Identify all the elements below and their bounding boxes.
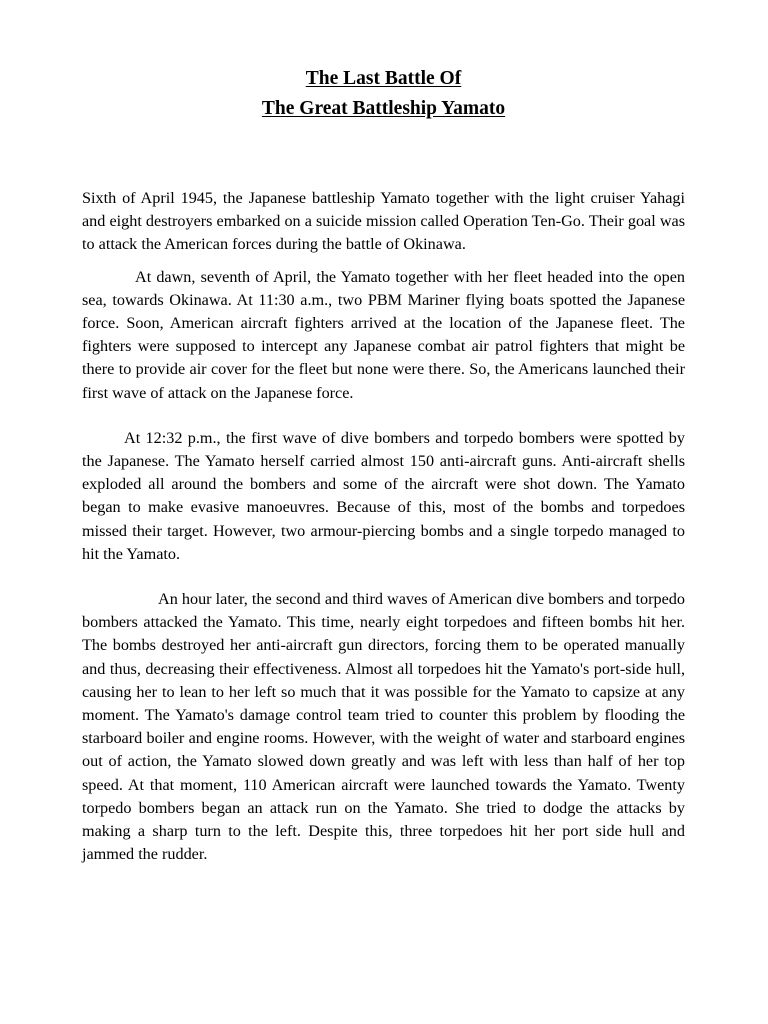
document-page: [82, 64, 685, 866]
paragraph-1: Sixth of April 1945, the Japanese battleship Yamato together with the light cruiser Yahagi and eight destroyers embarked on a suicide mission called Operation Ten-Go. Their goal was to attack the American forces during the battle of Okinawa.: [82, 189, 685, 254]
paragraph-3: At 12:32 p.m., the first wave of dive bombers and torpedo bombers were spotted by the Japanese. The Yamato herself carried almost 150 anti-aircraft guns. Anti-aircraft shells exploded all around the bombers and some of the aircraft were shot down. The Yamato began to make evasive manoeuvres. Because of this, most of the bombs and torpedoes missed their target. However, two armour-piercing bombs and a single torpedo managed to hit the Yamato.: [82, 428, 685, 563]
document-title: [82, 64, 685, 124]
paragraph-2: At dawn, seventh of April, the Yamato together with her fleet headed into the open sea, towards Okinawa. At 11:30 a.m., two PBM Mariner flying boats spotted the Japanese force. Soon, American aircraft fighters arrived at the location of the Japanese fleet. The fighters were supposed to intercept any Japanese combat air patrol fighters that might be there to provide air cover for the fleet but none were there. So, the Americans launched their first wave of attack on the Japanese force.: [82, 267, 685, 402]
title-line-2: The Great Battleship Yamato: [261, 98, 506, 119]
paragraph-4: An hour later, the second and third waves of American dive bombers and torpedo bombers attacked the Yamato. This time, nearly eight torpedoes and fifteen bombs hit her. The bombs destroyed her anti-aircraft gun directors, forcing them to be operated manually and thus, decreasing their effectiveness. Almost all torpedoes hit the Yamato's port-side hull, causing her to lean to her left so much that it was possible for the Yamato to capsize at any moment. The Yamato's damage control team tried to counter this problem by flooding the starboard boiler and engine rooms. However, with the weight of water and starboard engines out of action, the Yamato slowed down greatly and was left with less than half of her top speed. At that moment, 110 American aircraft were launched towards the Yamato. Twenty torpedo bombers began an attack run on the Yamato. She tried to dodge the attacks by making a sharp turn to the left. Despite this, three torpedoes hit her port side hull and jammed the rudder.: [82, 590, 685, 864]
title-line-1: The Last Battle Of: [305, 68, 462, 89]
